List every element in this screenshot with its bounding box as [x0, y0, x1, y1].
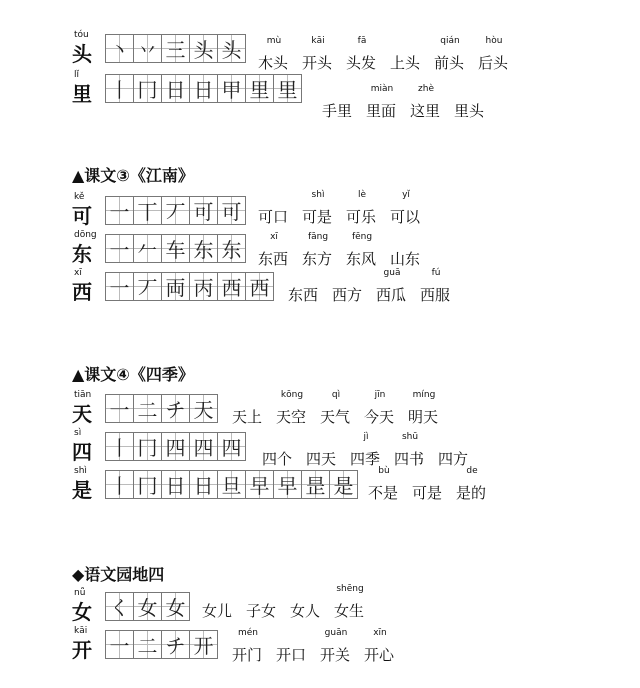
word-text: 可是 [302, 208, 333, 226]
stroke-step: 车 [165, 238, 186, 262]
stroke-step: 东 [193, 238, 214, 262]
char-main: 头 [72, 42, 92, 66]
word-text: 四天 [306, 450, 337, 468]
stroke-step: チ [165, 398, 186, 422]
stroke-step: 女 [137, 596, 158, 620]
word-item [364, 628, 396, 668]
stroke-cell [105, 630, 134, 659]
word-pinyin: yǐ [402, 190, 410, 200]
char-entry-kai [72, 626, 632, 672]
word-text: 可以 [390, 208, 421, 226]
stroke-step: 一 [109, 238, 130, 262]
stroke-order-grid [105, 470, 357, 499]
word-item [232, 628, 264, 668]
stroke-step: 丨 [109, 436, 130, 460]
word-pinyin: fāng [307, 232, 329, 242]
word-text: 这里 [410, 102, 441, 120]
word-pinyin: mù [266, 36, 282, 46]
stroke-cell [105, 432, 134, 461]
stroke-order-grid [105, 234, 245, 263]
stroke-step: 𠂉 [137, 238, 158, 262]
word-item [202, 584, 234, 624]
word-pinyin: de [466, 466, 478, 476]
stroke-step: 一 [109, 200, 130, 224]
word-item [346, 232, 378, 272]
stroke-cell [217, 234, 246, 263]
stroke-step: 丨 [109, 78, 130, 102]
char-main: 可 [72, 204, 92, 228]
word-text: 可口 [258, 208, 289, 226]
stroke-cell [245, 470, 274, 499]
word-pinyin: zhè [418, 84, 434, 94]
char-main: 东 [72, 242, 92, 266]
word-item [368, 466, 400, 506]
word-item [232, 390, 264, 430]
word-pinyin: shū [401, 432, 419, 442]
stroke-step: 昰 [305, 474, 326, 498]
char-pinyin: xī [74, 268, 82, 278]
word-item [288, 268, 320, 308]
char-pinyin: tóu [74, 30, 89, 40]
word-item [290, 584, 322, 624]
word-pinyin: shì [311, 190, 325, 200]
word-text: 明天 [408, 408, 439, 426]
stroke-step: 一 [109, 276, 130, 300]
char-main: 里 [72, 82, 92, 106]
stroke-step: 东 [221, 238, 242, 262]
stroke-cell [161, 74, 190, 103]
char-pinyin: lǐ [74, 70, 80, 80]
word-pinyin: xīn [373, 628, 387, 638]
stroke-cell [161, 234, 190, 263]
stroke-cell [161, 196, 190, 225]
word-text: 东西 [258, 250, 289, 268]
stroke-step: 両 [165, 276, 186, 300]
word-text: 木头 [258, 54, 289, 72]
word-item [390, 190, 422, 230]
stroke-cell [105, 196, 134, 225]
word-text: 里头 [454, 102, 485, 120]
stroke-order-grid [105, 394, 217, 423]
stroke-cell [273, 470, 302, 499]
stroke-step: 冂 [137, 436, 158, 460]
word-pinyin: míng [412, 390, 436, 400]
word-item [332, 268, 364, 308]
word-item [322, 84, 354, 124]
stroke-step: 是 [333, 474, 354, 498]
char-main: 开 [72, 638, 92, 662]
word-text: 前头 [434, 54, 465, 72]
word-text: 开头 [302, 54, 333, 72]
stroke-step: 甲 [221, 78, 242, 102]
stroke-cell [133, 196, 162, 225]
word-text: 开门 [232, 646, 263, 664]
word-text: 天空 [276, 408, 307, 426]
stroke-step: 早 [277, 474, 298, 498]
word-text: 不是 [368, 484, 399, 502]
stroke-cell [105, 272, 134, 301]
stroke-cell [161, 630, 190, 659]
stroke-cell [189, 432, 218, 461]
word-item [410, 84, 442, 124]
word-text: 是的 [456, 484, 487, 502]
stroke-step: 日 [193, 474, 214, 498]
word-pinyin: miàn [370, 84, 394, 94]
stroke-cell [161, 272, 190, 301]
stroke-cell [161, 34, 190, 63]
word-pinyin: fú [431, 268, 441, 278]
word-pinyin: kāi [311, 36, 325, 46]
char-entry-li [72, 70, 632, 120]
word-text: 开口 [276, 646, 307, 664]
word-item [390, 232, 422, 272]
stroke-cell [217, 74, 246, 103]
word-list [258, 190, 434, 230]
word-text: 后头 [478, 54, 509, 72]
word-item [334, 584, 366, 624]
word-item [302, 190, 334, 230]
word-text: 东西 [288, 286, 319, 304]
word-item [258, 190, 290, 230]
stroke-cell [133, 394, 162, 423]
char-pinyin: kāi [74, 626, 88, 636]
stroke-cell [189, 394, 218, 423]
char-pinyin: tiān [74, 390, 92, 400]
stroke-step: 二 [137, 634, 158, 658]
stroke-step: 一 [109, 634, 130, 658]
char-pinyin: dōng [74, 230, 97, 240]
stroke-order-grid [105, 196, 245, 225]
word-text: 东风 [346, 250, 377, 268]
stroke-step: 四 [165, 436, 186, 460]
word-item [302, 232, 334, 272]
stroke-cell [161, 432, 190, 461]
word-pinyin: fā [357, 36, 367, 46]
stroke-step: 四 [193, 436, 214, 460]
word-item [246, 584, 278, 624]
word-pinyin: xī [270, 232, 278, 242]
char-main: 西 [72, 280, 92, 304]
stroke-step: 头 [221, 38, 242, 62]
stroke-step: 丆 [165, 200, 186, 224]
stroke-cell [217, 34, 246, 63]
word-item [364, 390, 396, 430]
stroke-cell [105, 470, 134, 499]
word-text: 可是 [412, 484, 443, 502]
word-item [366, 84, 398, 124]
stroke-cell [133, 630, 162, 659]
word-item [420, 268, 452, 308]
word-text: 天上 [232, 408, 263, 426]
char-pinyin: shì [74, 466, 87, 476]
word-text: 东方 [302, 250, 333, 268]
stroke-cell [133, 272, 162, 301]
word-text: 开心 [364, 646, 395, 664]
stroke-step: 四 [221, 436, 242, 460]
section-title-s3: ▲课文③《江南》 [72, 166, 194, 185]
word-text: 四方 [438, 450, 469, 468]
section-title-s4: ▲课文④《四季》 [72, 365, 194, 384]
word-pinyin: hòu [485, 36, 503, 46]
word-text: 手里 [322, 102, 353, 120]
stroke-step: 日 [165, 474, 186, 498]
word-list [258, 232, 434, 272]
word-list [288, 268, 464, 308]
stroke-order-grid [105, 272, 273, 301]
stroke-step: 可 [193, 200, 214, 224]
word-text: 女生 [334, 602, 365, 620]
word-text: 头发 [346, 54, 377, 72]
word-item [276, 628, 308, 668]
stroke-cell [161, 470, 190, 499]
stroke-step: 二 [137, 398, 158, 422]
word-text: 里面 [366, 102, 397, 120]
word-pinyin: kōng [280, 390, 304, 400]
stroke-order-grid [105, 630, 217, 659]
stroke-cell [189, 470, 218, 499]
word-text: 西方 [332, 286, 363, 304]
word-pinyin: bù [378, 466, 390, 476]
stroke-step: 日 [193, 78, 214, 102]
word-item [320, 390, 352, 430]
char-main: 是 [72, 478, 92, 502]
char-pinyin: kě [74, 192, 85, 202]
stroke-step: 早 [249, 474, 270, 498]
word-text: 四书 [394, 450, 425, 468]
stroke-cell [133, 470, 162, 499]
word-text: 开关 [320, 646, 351, 664]
word-item [408, 390, 440, 430]
word-text: 女儿 [202, 602, 233, 620]
stroke-cell [189, 74, 218, 103]
word-item [454, 84, 486, 124]
stroke-cell [217, 272, 246, 301]
word-pinyin: guān [324, 628, 348, 638]
char-pinyin: sì [74, 428, 82, 438]
char-main: 四 [72, 440, 92, 464]
stroke-step: 日 [165, 78, 186, 102]
stroke-step: 一 [109, 398, 130, 422]
stroke-cell [133, 432, 162, 461]
stroke-cell [245, 74, 274, 103]
stroke-cell [105, 592, 134, 621]
word-list [232, 628, 408, 668]
stroke-step: 丙 [193, 276, 214, 300]
stroke-step: 冂 [137, 474, 158, 498]
section-title-s5: ◆语文园地四 [72, 565, 165, 584]
char-entry-xi [72, 268, 632, 314]
word-item [320, 628, 352, 668]
char-main: 天 [72, 402, 92, 426]
word-text: 女人 [290, 602, 321, 620]
word-pinyin: jì [363, 432, 369, 442]
stroke-order-grid [105, 432, 245, 461]
word-text: 天气 [320, 408, 351, 426]
stroke-order-grid [105, 74, 301, 103]
stroke-step: 女 [165, 596, 186, 620]
word-pinyin: lè [357, 190, 367, 200]
stroke-step: 丅 [137, 200, 158, 224]
stroke-step: 里 [277, 78, 298, 102]
word-text: 四个 [262, 450, 293, 468]
word-pinyin: guā [383, 268, 401, 278]
stroke-cell [273, 74, 302, 103]
word-item [346, 190, 378, 230]
stroke-step: 头 [193, 38, 214, 62]
char-entry-shi [72, 466, 632, 512]
stroke-cell [217, 196, 246, 225]
stroke-cell [189, 34, 218, 63]
stroke-step: 西 [221, 276, 242, 300]
stroke-order-grid [105, 592, 189, 621]
word-text: 上头 [390, 54, 421, 72]
stroke-step: 丨 [109, 474, 130, 498]
stroke-step: 丷 [137, 38, 158, 62]
stroke-step: 西 [249, 276, 270, 300]
stroke-cell [105, 74, 134, 103]
word-list [202, 584, 378, 624]
word-pinyin: fēng [351, 232, 373, 242]
stroke-cell [133, 74, 162, 103]
stroke-cell [301, 470, 330, 499]
stroke-cell [161, 394, 190, 423]
stroke-cell [105, 34, 134, 63]
word-text: 西服 [420, 286, 451, 304]
word-text: 可乐 [346, 208, 377, 226]
char-main: 女 [72, 600, 92, 624]
char-pinyin: nǚ [74, 588, 86, 598]
word-text: 四季 [350, 450, 381, 468]
word-item [412, 466, 444, 506]
stroke-cell [217, 432, 246, 461]
stroke-step: 旦 [221, 474, 242, 498]
stroke-cell [329, 470, 358, 499]
word-list [322, 84, 498, 124]
word-list [368, 466, 500, 506]
stroke-step: 丶 [109, 38, 130, 62]
stroke-step: く [109, 596, 130, 620]
stroke-cell [133, 34, 162, 63]
word-text: 山东 [390, 250, 421, 268]
stroke-cell [105, 234, 134, 263]
stroke-cell [217, 470, 246, 499]
stroke-cell [189, 630, 218, 659]
word-item [376, 268, 408, 308]
stroke-order-grid [105, 34, 245, 63]
word-pinyin: mén [237, 628, 258, 638]
stroke-cell [161, 592, 190, 621]
word-text: 子女 [246, 602, 277, 620]
stroke-cell [245, 272, 274, 301]
word-text: 西瓜 [376, 286, 407, 304]
stroke-cell [133, 234, 162, 263]
stroke-step: 里 [249, 78, 270, 102]
word-pinyin: qì [331, 390, 341, 400]
stroke-step: チ [165, 634, 186, 658]
stroke-cell [133, 592, 162, 621]
stroke-cell [189, 272, 218, 301]
word-pinyin: qián [440, 36, 460, 46]
word-pinyin: shēng [336, 584, 364, 594]
stroke-step: 开 [193, 634, 214, 658]
stroke-step: 天 [193, 398, 214, 422]
stroke-step: 丆 [137, 276, 158, 300]
stroke-step: 可 [221, 200, 242, 224]
word-list [232, 390, 452, 430]
stroke-cell [189, 196, 218, 225]
stroke-cell [189, 234, 218, 263]
word-item [258, 232, 290, 272]
stroke-cell [105, 394, 134, 423]
stroke-step: 冂 [137, 78, 158, 102]
word-text: 今天 [364, 408, 395, 426]
word-item [276, 390, 308, 430]
stroke-step: 三 [165, 38, 186, 62]
word-pinyin: jīn [374, 390, 386, 400]
word-item [456, 466, 488, 506]
